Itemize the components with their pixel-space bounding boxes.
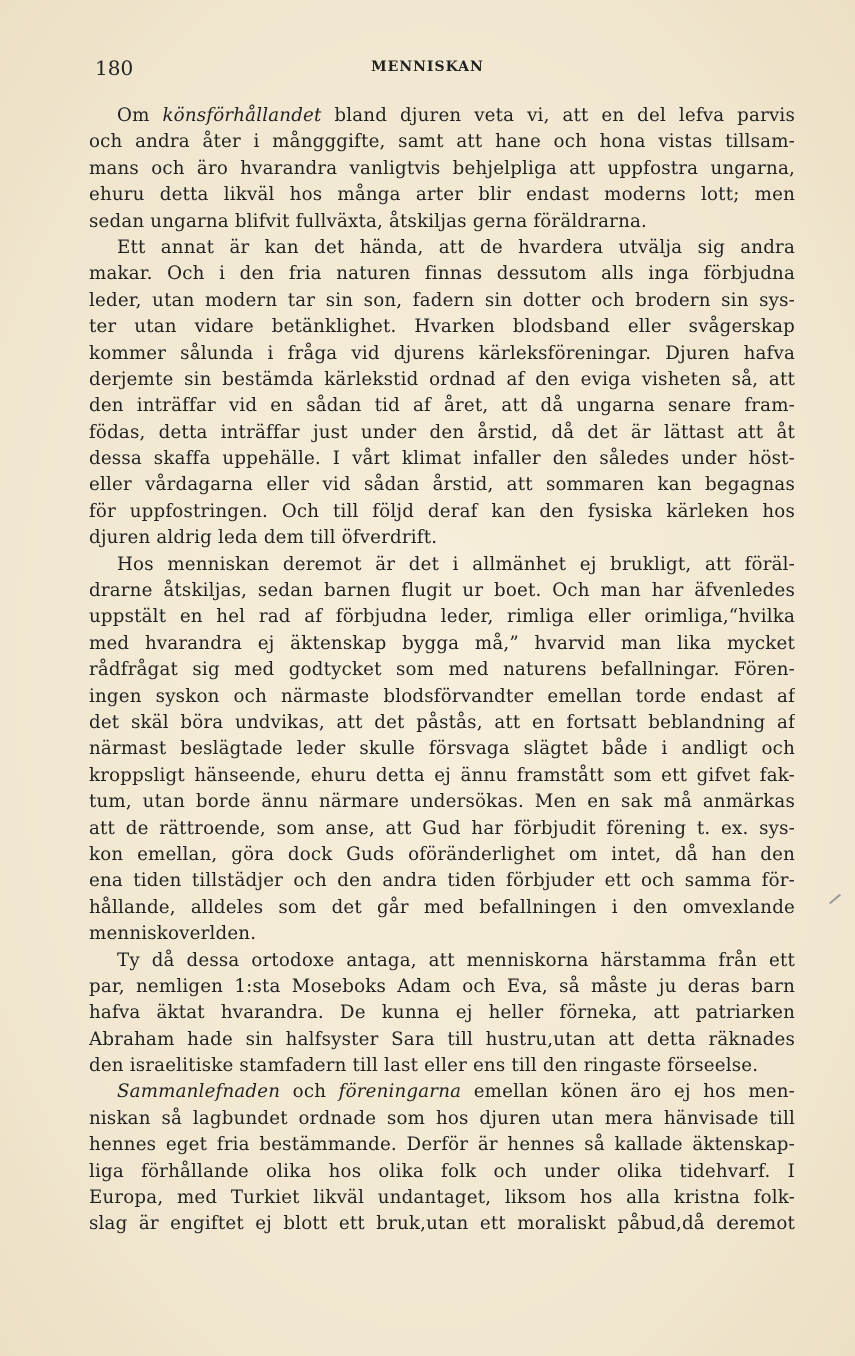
text-run: drarne åtskiljas, sedan barnen flugit ur boet. Och man har äfvenledes bbox=[89, 580, 795, 602]
text-line bbox=[89, 816, 795, 842]
text-line bbox=[89, 736, 795, 762]
page-header bbox=[95, 56, 760, 80]
text-line bbox=[89, 156, 795, 182]
text-run: hennes eget fria bestämmande. Derför är hennes så kallade äktenskap- bbox=[89, 1134, 795, 1156]
text-run: mans och äro hvarandra vanligtvis behjelpliga att uppfostra ungarna, bbox=[89, 157, 795, 179]
text-run: djuren aldrig leda dem till öfverdrift. bbox=[89, 527, 438, 549]
italic-term: Sammanlefnaden bbox=[117, 1081, 281, 1103]
text-line bbox=[89, 525, 795, 551]
text-run: för uppfostringen. Och till följd deraf kan den fysiska kärleken hos bbox=[89, 500, 795, 522]
text-run: med hvarandra ej äktenskap bygga må,” hvarvid man lika mycket bbox=[89, 632, 795, 654]
text-line bbox=[89, 341, 795, 367]
body-text bbox=[89, 103, 795, 1238]
text-line bbox=[89, 446, 795, 472]
text-run: kommer sålunda i fråga vid djurens kärleksföreningar. Djuren hafva bbox=[89, 342, 795, 364]
italic-term: könsförhållandet bbox=[162, 105, 322, 126]
text-run: sedan ungarna blifvit fullväxta, åtskiljas gerna föräldrarna. bbox=[89, 210, 648, 232]
text-run: ena tiden tillstädjer och den andra tiden förbjuder ett och samma för- bbox=[89, 870, 795, 892]
text-run: ingen syskon och närmaste blodsförvandter emellan torde endast af bbox=[89, 685, 795, 707]
text-line bbox=[89, 684, 795, 710]
text-run: emellan könen äro ej hos men- bbox=[461, 1081, 795, 1103]
text-run: niskan så lagbundet ordnade som hos djuren utan mera hänvisade till bbox=[89, 1107, 795, 1129]
text-line bbox=[89, 1000, 795, 1026]
text-run: Om bbox=[117, 105, 163, 126]
text-line bbox=[89, 631, 795, 657]
text-line bbox=[89, 1159, 795, 1185]
text-run: dessa skaffa uppehälle. I vårt klimat infaller den således under höst- bbox=[89, 448, 795, 470]
text-line bbox=[89, 420, 795, 446]
text-line bbox=[89, 552, 795, 578]
text-run: kroppsligt hänseende, ehuru detta ej ännu framstått som ett gifvet fak- bbox=[89, 764, 795, 786]
text-run: ehuru detta likväl hos många arter blir endast moderns lott; men bbox=[89, 184, 795, 206]
text-line bbox=[89, 261, 795, 287]
text-run: rådfrågat sig med godtycket som med naturens befallningar. Fören- bbox=[89, 659, 795, 681]
text-run: det skäl böra undvikas, att det påstås, att en fortsatt beblandning af bbox=[89, 711, 795, 733]
text-run: slag är engiftet ej blott ett bruk,utan ett moraliskt påbud,då deremot bbox=[89, 1213, 795, 1235]
text-line bbox=[89, 578, 795, 604]
italic-term: föreningarna bbox=[338, 1081, 462, 1103]
text-line bbox=[89, 974, 795, 1000]
text-run: ter utan vidare betänklighet. Hvarken blodsband eller svågerskap bbox=[89, 316, 795, 338]
text-line bbox=[89, 657, 795, 683]
text-line bbox=[89, 1053, 795, 1079]
text-run: eller vårdagarna eller vid sådan årstid, att sommaren kan begagnas bbox=[89, 474, 795, 496]
text-run: kon emellan, göra dock Guds oföränderlighet om intet, då han den bbox=[89, 843, 795, 865]
text-run: och andra åter i mångggifte, samt att hane och hona vistas tillsam- bbox=[89, 131, 795, 153]
text-line bbox=[89, 710, 795, 736]
text-run: leder, utan modern tar sin son, fadern sin dotter och brodern sin sys- bbox=[89, 289, 795, 311]
text-line bbox=[89, 103, 795, 129]
text-line bbox=[89, 948, 795, 974]
text-run: den israelitiske stamfadern till last eller ens till den ringaste förseelse. bbox=[89, 1055, 759, 1077]
running-title: MENNISKAN bbox=[371, 59, 484, 75]
text-line bbox=[89, 763, 795, 789]
text-run: och bbox=[280, 1081, 339, 1103]
text-run: födas, detta inträffar just under den årstid, då det är lättast att åt bbox=[89, 421, 795, 443]
text-line bbox=[89, 314, 795, 340]
text-run: par, nemligen 1:sta Moseboks Adam och Eva, så måste ju deras barn bbox=[89, 975, 795, 997]
text-run: hafva äktat hvarandra. De kunna ej heller förneka, att patriarken bbox=[89, 1002, 795, 1024]
text-run: närmast beslägtade leder skulle försvaga slägtet både i andligt och bbox=[89, 738, 795, 760]
text-line bbox=[89, 868, 795, 894]
text-line bbox=[89, 393, 795, 419]
text-line bbox=[89, 1185, 795, 1211]
text-run: tum, utan borde ännu närmare undersökas. Men en sak må anmärkas bbox=[89, 791, 795, 813]
text-line bbox=[89, 499, 795, 525]
text-line bbox=[89, 288, 795, 314]
text-run: Ty då dessa ortodoxe antaga, att menniskorna härstamma från ett bbox=[117, 949, 795, 971]
text-line bbox=[89, 604, 795, 630]
text-run: menniskoverlden. bbox=[89, 923, 257, 945]
text-line bbox=[89, 842, 795, 868]
text-line bbox=[89, 235, 795, 261]
text-line bbox=[89, 1106, 795, 1132]
text-run: liga förhållande olika hos olika folk och under olika tidehvarf. I bbox=[89, 1160, 795, 1182]
text-run: Abraham hade sin halfsyster Sara till hustru,utan att detta räknades bbox=[89, 1028, 795, 1050]
text-line bbox=[89, 921, 795, 947]
text-run: Europa, med Turkiet likväl undantaget, liksom hos alla kristna folk- bbox=[89, 1187, 795, 1209]
text-line bbox=[89, 129, 795, 155]
text-line bbox=[89, 789, 795, 815]
text-line bbox=[89, 367, 795, 393]
margin-mark bbox=[829, 894, 841, 905]
text-run: Hos menniskan deremot är det i allmänhet ej brukligt, att föräl- bbox=[117, 553, 795, 575]
text-run: uppstält en hel rad af förbjudna leder, rimliga eller orimliga,“hvilka bbox=[89, 606, 795, 628]
text-run: att de rättroende, som anse, att Gud har förbjudit förening t. ex. sys- bbox=[89, 817, 795, 839]
text-run: derjemte sin bestämda kärlekstid ordnad af den eviga visheten så, att bbox=[89, 368, 795, 390]
text-line bbox=[89, 1079, 795, 1105]
text-run: hållande, alldeles som det går med befallningen i den omvexlande bbox=[89, 896, 795, 918]
text-line bbox=[89, 182, 795, 208]
text-line bbox=[89, 1027, 795, 1053]
text-line bbox=[89, 1132, 795, 1158]
text-run: bland djuren veta vi, att en del lefva parvis bbox=[321, 105, 795, 126]
text-line bbox=[89, 209, 795, 235]
text-run: Ett annat är kan det hända, att de hvardera utvälja sig andra bbox=[117, 236, 795, 258]
text-run: makar. Och i den fria naturen finnas dessutom alls inga förbjudna bbox=[89, 263, 795, 285]
text-line bbox=[89, 1211, 795, 1237]
text-run: den inträffar vid en sådan tid af året, att då ungarna senare fram- bbox=[89, 395, 795, 417]
text-line bbox=[89, 895, 795, 921]
page-number: 180 bbox=[95, 56, 134, 80]
text-line bbox=[89, 472, 795, 498]
